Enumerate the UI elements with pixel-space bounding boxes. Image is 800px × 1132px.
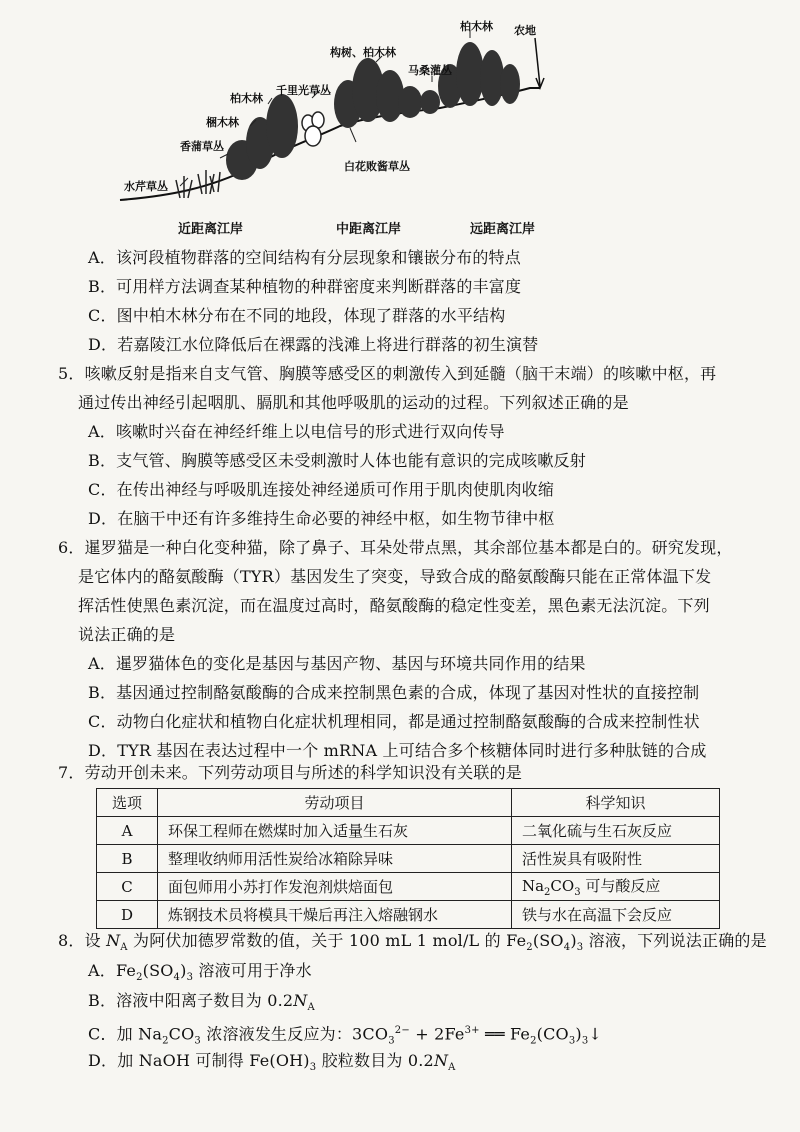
q8-stem: 8．设 $N_A$ 为阿伏加德罗常数的值，关于 100 mL 1 mol/L 的 $Fe_2(SO_4)_3$ 溶液，下列说法正确的是 [58, 931, 767, 954]
label-gou: 构树、柏木林 [330, 46, 396, 59]
q6-option-a: A．暹罗猫体色的变化是基因与基因产物、基因与环境共同作用的结果 [88, 654, 586, 673]
q8-option-d: D．加 NaOH 可制得 $Fe(OH)_3$ 胶粒数目为 $0.2N_A$ [88, 1051, 456, 1074]
transect-illustration [110, 8, 560, 240]
row-option: D [97, 901, 158, 929]
label-bai2: 柏木林 [460, 20, 493, 33]
q5-stem-line2: 通过传出神经引起咽肌、膈肌和其他呼吸肌的运动的过程。下列叙述正确的是 [78, 393, 629, 412]
q6-option-d: D．TYR 基因在表达过程中一个 mRNA 上可结合多个核糖体同时进行多种肽链的合成 [88, 741, 707, 760]
q7-stem: 7．劳动开创未来。下列劳动项目与所述的科学知识没有关联的是 [58, 763, 522, 782]
q4-option-a: A．该河段植物群落的空间结构有分层现象和镶嵌分布的特点 [88, 248, 521, 267]
label-bank-far: 远距离江岸 [470, 222, 536, 237]
table-row [97, 901, 720, 929]
table-header-row [97, 789, 720, 817]
row-option: C [97, 873, 158, 901]
row-labor-item: 整理收纳师用活性炭给冰箱除异味 [158, 845, 512, 873]
q8-option-a: A．$Fe_2(SO_4)_3$ 溶液可用于净水 [88, 961, 312, 984]
q5-option-d: D．在脑干中还有许多维持生命必要的神经中枢，如生物节律中枢 [88, 509, 555, 528]
row-option: B [97, 845, 158, 873]
q4-option-c: C．图中柏木林分布在不同的地段，体现了群落的水平结构 [88, 306, 506, 325]
q5-stem-line1: 5．咳嗽反射是指来自支气管、胸膜等感受区的刺激传入到延髓（脑干末端）的咳嗽中枢，再 [58, 364, 717, 383]
q5-option-a: A．咳嗽时兴奋在神经纤维上以电信号的形式进行双向传导 [88, 422, 505, 441]
q6-option-b: B．基因通过控制酪氨酸酶的合成来控制黑色素的合成，体现了基因对性状的直接控制 [88, 683, 700, 702]
row-science: 二氧化硫与生石灰反应 [511, 817, 719, 845]
label-bai1: 柏木林 [230, 92, 263, 105]
vegetation-transect-figure [110, 8, 560, 240]
table-row [97, 873, 720, 901]
row-labor-item: 环保工程师在燃煤时加入适量生石灰 [158, 817, 512, 845]
q8-option-c: C．加 $Na_2CO_3$ 浓溶液发生反应为：$3CO_3^{2-} + 2Fe^{3+}$ ══ $Fe_2(CO_3)_3↓$ [88, 1024, 603, 1047]
q6-stem-line3: 挥活性使黑色素沉淀，而在温度过高时，酪氨酸酶的稳定性变差，黑色素无法沉淀。下列 [78, 596, 710, 615]
row-option: A [97, 817, 158, 845]
row-labor-item: 面包师用小苏打作发泡剂烘焙面包 [158, 873, 512, 901]
q4-option-b: B．可用样方法调查某种植物的种群密度来判断群落的丰富度 [88, 277, 522, 296]
label-xiangpu: 香蒲草丛 [180, 140, 224, 153]
label-qianliguang: 千里光草丛 [276, 84, 331, 97]
label-shuiqin: 水芹草丛 [124, 180, 168, 193]
q6-stem-line1: 6．暹罗猫是一种白化变种猫，除了鼻子、耳朵处带点黑，其余部位基本都是白的。研究发现， [58, 538, 733, 557]
label-bank-mid: 中距离江岸 [336, 222, 402, 237]
q8-option-b: B．溶液中阳离子数目为 $0.2N_A$ [88, 991, 315, 1014]
table-row [97, 817, 720, 845]
labor-table [96, 788, 720, 929]
row-science: $Na_2CO_3$ 可与酸反应 [511, 873, 719, 901]
label-tao: 梱木林 [206, 116, 239, 129]
q4-option-d: D．若嘉陵江水位降低后在裸露的浅滩上将进行群落的初生演替 [88, 335, 539, 354]
q6-stem-line4: 说法正确的是 [78, 625, 176, 644]
table-row [97, 845, 720, 873]
q6-option-c: C．动物白化症状和植物白化症状机理相同，都是通过控制酪氨酸酶的合成来控制性状 [88, 712, 700, 731]
row-science: 活性炭具有吸附性 [511, 845, 719, 873]
label-baihua: 白花败酱草丛 [344, 160, 410, 173]
q6-stem-line2: 是它体内的酪氨酸酶（TYR）基因发生了突变，导致合成的酪氨酸酶只能在正常体温下发 [78, 567, 712, 586]
row-labor-item: 炼钢技术员将模具干燥后再注入熔融钢水 [158, 901, 512, 929]
label-nongdi: 农地 [514, 24, 536, 37]
row-science: 铁与水在高温下会反应 [511, 901, 719, 929]
label-masang: 马桑灌丛 [408, 64, 452, 77]
label-bank-near: 近距离江岸 [178, 222, 244, 237]
q5-option-b: B．支气管、胸膜等感受区未受刺激时人体也能有意识的完成咳嗽反射 [88, 451, 586, 470]
q5-option-c: C．在传出神经与呼吸肌连接处神经递质可作用于肌肉使肌肉收缩 [88, 480, 555, 499]
header-option: 选项 [97, 789, 158, 817]
header-science: 科学知识 [511, 789, 719, 817]
header-labor-item: 劳动项目 [158, 789, 512, 817]
